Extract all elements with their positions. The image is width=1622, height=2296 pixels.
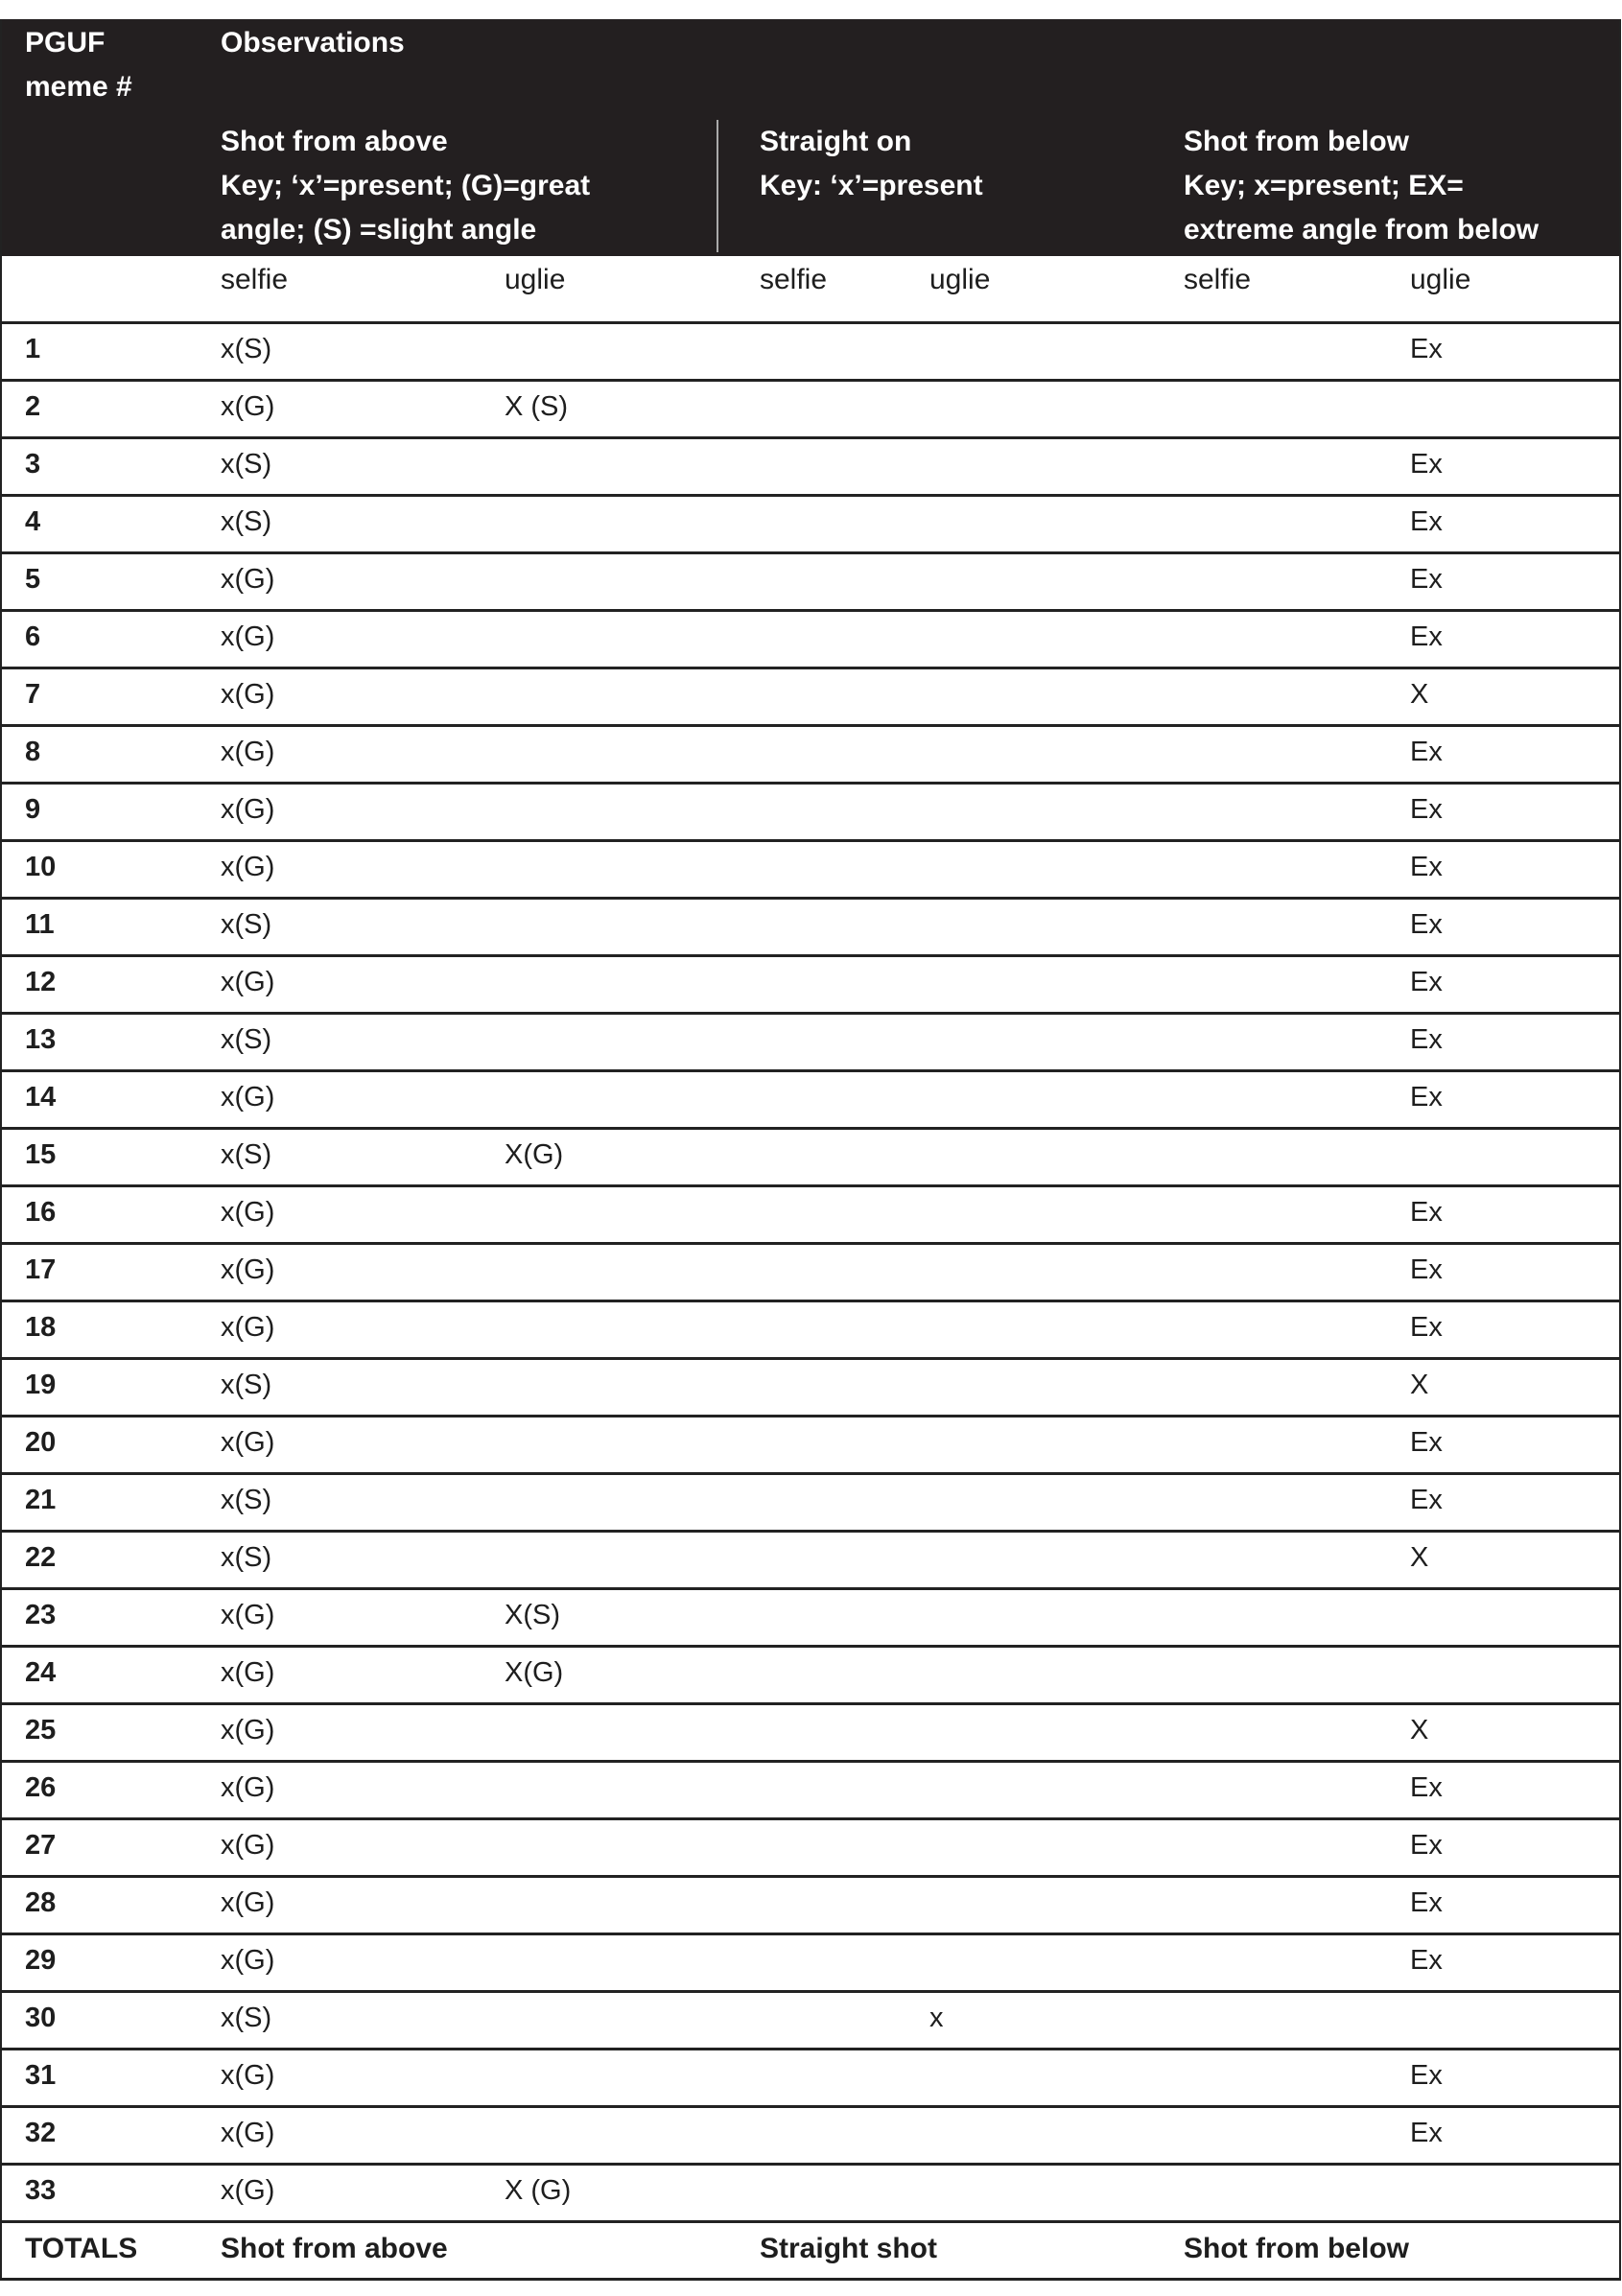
header-pguf-line: PGUF (25, 27, 106, 59)
table-cell: Ex (1410, 621, 1443, 652)
table-cell: Ex (1410, 2118, 1443, 2148)
header-line: Shot from below (1184, 126, 1409, 157)
meme-number: 18 (25, 1312, 57, 1343)
totals-below: Shot from below (1184, 2233, 1409, 2264)
meme-number: 2 (25, 391, 41, 422)
table-row (2, 957, 1619, 1015)
table-row (2, 1878, 1619, 1935)
meme-number: 29 (25, 1945, 57, 1976)
table-row (2, 324, 1619, 382)
table-cell: Ex (1410, 1887, 1443, 1918)
meme-number: 17 (25, 1254, 57, 1285)
table-row (2, 1130, 1619, 1187)
table-cell: x(G) (221, 794, 275, 825)
table-cell: X (1410, 679, 1429, 710)
table-cell: x(G) (221, 679, 275, 710)
subheader-cell: uglie (1410, 264, 1471, 295)
table-cell: x(S) (221, 1542, 272, 1573)
table-cell: Ex (1410, 2060, 1443, 2091)
table-cell: Ex (1410, 737, 1443, 767)
table-cell: x(G) (221, 621, 275, 652)
subheader-cell: selfie (1184, 264, 1252, 295)
table-row (2, 497, 1619, 554)
subheader-cell: uglie (929, 264, 991, 295)
totals-straight: Straight shot (760, 2233, 937, 2264)
table-cell: x(G) (221, 1312, 275, 1343)
header-line: Key: ‘x’=present (760, 170, 983, 201)
table-cell: x(G) (221, 1887, 275, 1918)
header-shot-above (221, 120, 590, 252)
table-cell: x(G) (221, 1945, 275, 1976)
header-pguf (25, 21, 132, 109)
table-cell: x(G) (221, 1715, 275, 1745)
meme-number: 28 (25, 1887, 57, 1918)
table-cell: x(S) (221, 334, 272, 364)
table-cell: x(G) (221, 1427, 275, 1458)
table-cell: Ex (1410, 1024, 1443, 1055)
table-row (2, 1475, 1619, 1533)
meme-number: 22 (25, 1542, 57, 1573)
table-cell: x(G) (221, 2175, 275, 2206)
table-row (2, 1015, 1619, 1072)
table-row (2, 2050, 1619, 2108)
meme-number: 9 (25, 794, 41, 825)
table-row (2, 1072, 1619, 1130)
table-row (2, 785, 1619, 842)
observations-table (0, 19, 1621, 2281)
header-shot-below (1184, 120, 1539, 252)
totals-above: Shot from above (221, 2233, 448, 2264)
meme-number: 31 (25, 2060, 57, 2091)
table-cell: x(G) (221, 1254, 275, 1285)
table-cell: x(S) (221, 909, 272, 940)
header-line: Shot from above (221, 126, 448, 157)
header-pguf-line: meme # (25, 71, 132, 103)
table-row (2, 1360, 1619, 1417)
totals-row (2, 2223, 1619, 2281)
meme-number: 26 (25, 1772, 57, 1803)
table-cell: x(G) (221, 2060, 275, 2091)
meme-number: 32 (25, 2118, 57, 2148)
table-cell: x(G) (221, 1772, 275, 1803)
table-row (2, 1935, 1619, 1993)
meme-number: 5 (25, 564, 41, 595)
subheader-row (2, 256, 1619, 324)
subheader-cell: uglie (505, 264, 566, 295)
table-row (2, 842, 1619, 900)
meme-number: 8 (25, 737, 41, 767)
header-line: Straight on (760, 126, 912, 157)
table-cell: Ex (1410, 334, 1443, 364)
table-row (2, 382, 1619, 439)
header-line: Key; ‘x’=present; (G)=great (221, 170, 591, 201)
table-cell: x(S) (221, 449, 272, 480)
table-cell: x(G) (221, 1600, 275, 1630)
table-cell: Ex (1410, 1197, 1443, 1228)
header-line: Key; x=present; EX= (1184, 170, 1464, 201)
table-row (2, 1417, 1619, 1475)
table-cell: X (1410, 1715, 1429, 1745)
meme-number: 6 (25, 621, 41, 652)
table-row (2, 1302, 1619, 1360)
table-cell: X (1410, 1542, 1429, 1573)
subheader-cell: selfie (221, 264, 289, 295)
table-cell: x(S) (221, 506, 272, 537)
totals-label: TOTALS (25, 2233, 138, 2264)
table-cell: Ex (1410, 852, 1443, 882)
table-cell: x(G) (221, 564, 275, 595)
meme-number: 11 (25, 909, 55, 940)
table-cell: X(S) (505, 1600, 560, 1630)
table-cell: Ex (1410, 1830, 1443, 1861)
table-cell: Ex (1410, 1312, 1443, 1343)
table-cell: Ex (1410, 1427, 1443, 1458)
table-cell: Ex (1410, 1772, 1443, 1803)
meme-number: 19 (25, 1370, 57, 1400)
table-cell: x(S) (221, 1485, 272, 1515)
table-header (2, 19, 1619, 256)
meme-number: 20 (25, 1427, 57, 1458)
meme-number: 23 (25, 1600, 57, 1630)
table-cell: Ex (1410, 1945, 1443, 1976)
header-line: angle; (S) =slight angle (221, 214, 537, 246)
table-cell: Ex (1410, 1082, 1443, 1113)
meme-number: 10 (25, 852, 57, 882)
table-cell: x(G) (221, 1830, 275, 1861)
table-cell: x(S) (221, 2003, 272, 2033)
header-observations: Observations (221, 27, 405, 59)
table-cell: Ex (1410, 794, 1443, 825)
table-body (2, 324, 1619, 2223)
table-cell: x(G) (221, 737, 275, 767)
table-cell: x(S) (221, 1139, 272, 1170)
table-row (2, 1993, 1619, 2050)
meme-number: 7 (25, 679, 41, 710)
meme-number: 13 (25, 1024, 57, 1055)
table-cell: x(G) (221, 1197, 275, 1228)
table-cell: X (S) (505, 391, 569, 422)
table-row (2, 1533, 1619, 1590)
table-row (2, 1245, 1619, 1302)
table-row (2, 1763, 1619, 1820)
table-cell: X(G) (505, 1657, 564, 1688)
table-row (2, 1590, 1619, 1648)
table-row (2, 439, 1619, 497)
meme-number: 25 (25, 1715, 57, 1745)
table-cell: Ex (1410, 506, 1443, 537)
meme-number: 1 (25, 334, 41, 364)
table-cell: Ex (1410, 449, 1443, 480)
table-cell: x(G) (221, 852, 275, 882)
table-cell: Ex (1410, 909, 1443, 940)
meme-number: 27 (25, 1830, 57, 1861)
meme-number: 16 (25, 1197, 57, 1228)
meme-number: 14 (25, 1082, 57, 1113)
table-row (2, 2108, 1619, 2166)
table-cell: X (G) (505, 2175, 572, 2206)
table-row (2, 900, 1619, 957)
table-row (2, 669, 1619, 727)
header-divider (717, 120, 718, 252)
table-cell: x(G) (221, 1657, 275, 1688)
meme-number: 4 (25, 506, 41, 537)
table-cell: Ex (1410, 967, 1443, 997)
meme-number: 12 (25, 967, 57, 997)
table-cell: X (1410, 1370, 1429, 1400)
meme-number: 33 (25, 2175, 57, 2206)
table-cell: x(G) (221, 2118, 275, 2148)
table-row (2, 1648, 1619, 1705)
table-cell: Ex (1410, 564, 1443, 595)
table-cell: Ex (1410, 1485, 1443, 1515)
table-row (2, 612, 1619, 669)
table-cell: x(S) (221, 1024, 272, 1055)
header-line: extreme angle from below (1184, 214, 1540, 246)
table-cell: x(G) (221, 967, 275, 997)
table-cell: x(G) (221, 1082, 275, 1113)
table-row (2, 554, 1619, 612)
meme-number: 24 (25, 1657, 57, 1688)
meme-number: 3 (25, 449, 41, 480)
table-cell: x(G) (221, 391, 275, 422)
meme-number: 30 (25, 2003, 57, 2033)
subheader-cell: selfie (760, 264, 828, 295)
meme-number: 21 (25, 1485, 57, 1515)
table-row (2, 1820, 1619, 1878)
table-row (2, 1187, 1619, 1245)
table-row (2, 2166, 1619, 2223)
header-straight-on (760, 120, 983, 208)
table-cell: Ex (1410, 1254, 1443, 1285)
meme-number: 15 (25, 1139, 57, 1170)
table-cell: x (929, 2003, 944, 2033)
table-cell: X(G) (505, 1139, 564, 1170)
table-row (2, 727, 1619, 785)
table-cell: x(S) (221, 1370, 272, 1400)
table-row (2, 1705, 1619, 1763)
